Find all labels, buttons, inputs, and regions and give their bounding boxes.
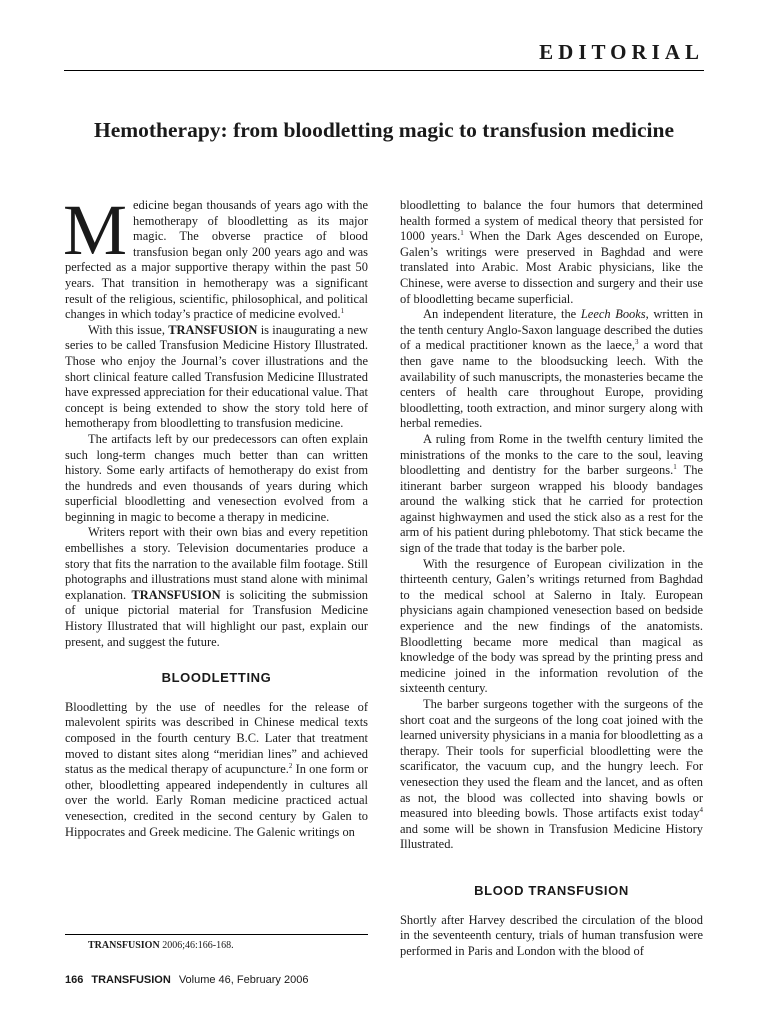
paragraph-text: bloodletting to balance the four humors that determined health formed a system of medical theory that persisted for 1000 years.	[400, 198, 703, 244]
subhead-blood-transfusion: BLOOD TRANSFUSION	[474, 882, 629, 898]
paragraph-artifacts: The artifacts left by our predecessors can often explain such long-term changes much better than can written history. Some early artifacts of hemotherapy do exist from the hundreds and even thousands of years during which superficial bloodletting and venesection evolved from a beginning in magic to become a therapy in medicine.	[65, 431, 368, 524]
paragraph-text: A ruling from Rome in the twelfth century limited the ministrations of the monks to the care to the soul, leaving bloodletting and dentistry for the barber surgeons.	[400, 431, 703, 478]
paragraph-text: An independent literature, the	[423, 307, 581, 322]
paragraph-text: Writers report with their own bias and every repetition embellishes a story. Television documentaries produce a story that fits the narration to the available film footage. Still photographs and illustrations must stand alone with minimal explanation.	[65, 525, 368, 602]
ref-marker: 3	[635, 338, 639, 347]
page-footer	[65, 974, 308, 986]
header-rule	[64, 70, 704, 71]
footnote-citation: 2006;46:166-168.	[159, 940, 234, 951]
paragraph-transfusion	[400, 913, 703, 960]
paragraph-text: Bloodletting by the use of needles for the release of malevolent spirits was described in Chinese medical texts composed in the fourth century B.C. Later that treatment moved to distant sites along “meridian lines” and achieved status as the medical therapy of acupuncture.	[65, 699, 368, 777]
paragraph-text: When the Dark Ages descended on Europe, Galen’s writings were preserved in Baghdad and were translated into Arabic. Most Arabic physicians, like the Chinese, were averse to dissection and surgery and their use of bloodletting became superficial.	[400, 229, 703, 306]
paragraph-text: is inaugurating a new series to be called Transfusion Medicine History Illustrated. Those who enjoy the Journal’s cover illustrations and the short clinical feature called Transfusion Medicine Illustrated have expressed appreciation for their educational value. That concept is being extended to show the story told here of hemotherapy from bloodletting to transfusion medicine.	[65, 322, 368, 431]
subhead-bloodletting: BLOODLETTING	[161, 670, 272, 686]
journal-name: TRANSFUSION	[131, 587, 221, 602]
book-title: Leech Books	[580, 307, 646, 322]
ref-marker: 1	[340, 307, 345, 316]
paragraph-text: Shortly after Harvey described the circulation of the blood in the seventeenth century, trials of human transfusion were performed in Paris and London with the blood of	[400, 912, 703, 958]
intro-paragraph	[63, 190, 368, 323]
paragraph-resurgence	[400, 557, 703, 697]
ref-marker: 1	[673, 462, 677, 471]
left-column	[63, 190, 368, 840]
paragraph-text: The itinerant barber surgeon wrapped his bloody bandages around the walking stick that he carried for protection against highwaymen and used the stick also as a rest for the arm of his patient during phlebotomy. That stick became the sign of the trade that today is the barber pole.	[400, 463, 703, 556]
footnote-journal: TRANSFUSION	[88, 940, 160, 951]
footer-journal: TRANSFUSION	[91, 974, 171, 986]
ref-marker: 2	[288, 762, 293, 771]
paragraph-galen-continued	[400, 198, 703, 307]
paragraph-text: With the resurgence of European civilization in the thirteenth century, Galen’s writings returned from Baghdad to the medical school at Salerno in Italy. European physicians again championed venesection based on bedside experience and the new findings of the anatomists. Bloodletting became more medical than magical as knowledge of the body was spread by the printing press and medicine joined in the information revolution of the sixteenth century.	[400, 556, 703, 696]
drop-cap: M	[63, 190, 128, 270]
paragraph-leech-books	[400, 307, 703, 432]
intro-text: edicine began thousands of years ago with the hemotherapy of bloodletting as its major magic. The obverse practice of blood transfusion began only 200 years ago and was perfected as a major supportive therapy within the past 50 years. That transition in hemotherapy was a significant result of the religious, scientific, philosophical, and political changes in which today’s practice of medicine evolved.	[65, 198, 368, 322]
page-number: 166	[65, 974, 84, 986]
right-column	[400, 198, 703, 959]
paragraph-text: , written in the tenth century Anglo-Saxon language described the duties of a medical practitioner known as the laece,	[400, 307, 703, 353]
paragraph-text: and some will be shown in Transfusion Medicine History Illustrated.	[400, 821, 703, 852]
article-title: Hemotherapy: from bloodletting magic to transfusion medicine	[93, 118, 675, 142]
citation-footnote	[88, 940, 234, 951]
ref-marker: 4	[699, 806, 703, 815]
ref-marker: 1	[460, 229, 464, 238]
footnote-rule	[65, 934, 368, 935]
paragraph-text: The barber surgeons together with the surgeons of the short coat and the surgeons of the long coat joined with the learned university physicians in a mania for bloodletting as a therapy. Their tools for superficial bloodletting were the scarificator, the vacuum cup, and the hungry leech. For venesection they used the fleam and the lancet, and as often as not, the blood was collected into shaving bowls or measured into bleeding bowls. Those artifacts exist today	[400, 697, 703, 821]
footer-volume: Volume 46, February 2006	[178, 974, 309, 986]
paragraph-barber-surgeons	[400, 432, 703, 557]
paragraph-text: In one form or other, bloodletting appeared independently in cultures all over the world. Early Roman medicine practiced actual venesection, credited in the second century by Galen to Hippocrates and Greek medicine. The Galenic writings on	[65, 762, 368, 839]
paragraph-writers	[65, 525, 368, 650]
journal-name: TRANSFUSION	[168, 322, 258, 337]
paragraph-mania	[400, 697, 703, 853]
paragraph-series	[65, 323, 368, 432]
paragraph-text: a word that then gave name to the bloodsucking leech. With the availability of such manuscripts, the monasteries became the centers of health care throughout Europe, providing bloodletting, tooth extraction, and minor surgery along with herbal remedies.	[400, 338, 703, 431]
paragraph-text: With this issue,	[88, 322, 169, 337]
paragraph-bloodletting	[65, 700, 368, 840]
section-label: EDITORIAL	[539, 40, 704, 64]
paragraph-text: is soliciting the submission of unique pictorial material for Transfusion Medicine History Illustrated that will highlight our past, explain our present, and suggest the future.	[65, 587, 368, 649]
